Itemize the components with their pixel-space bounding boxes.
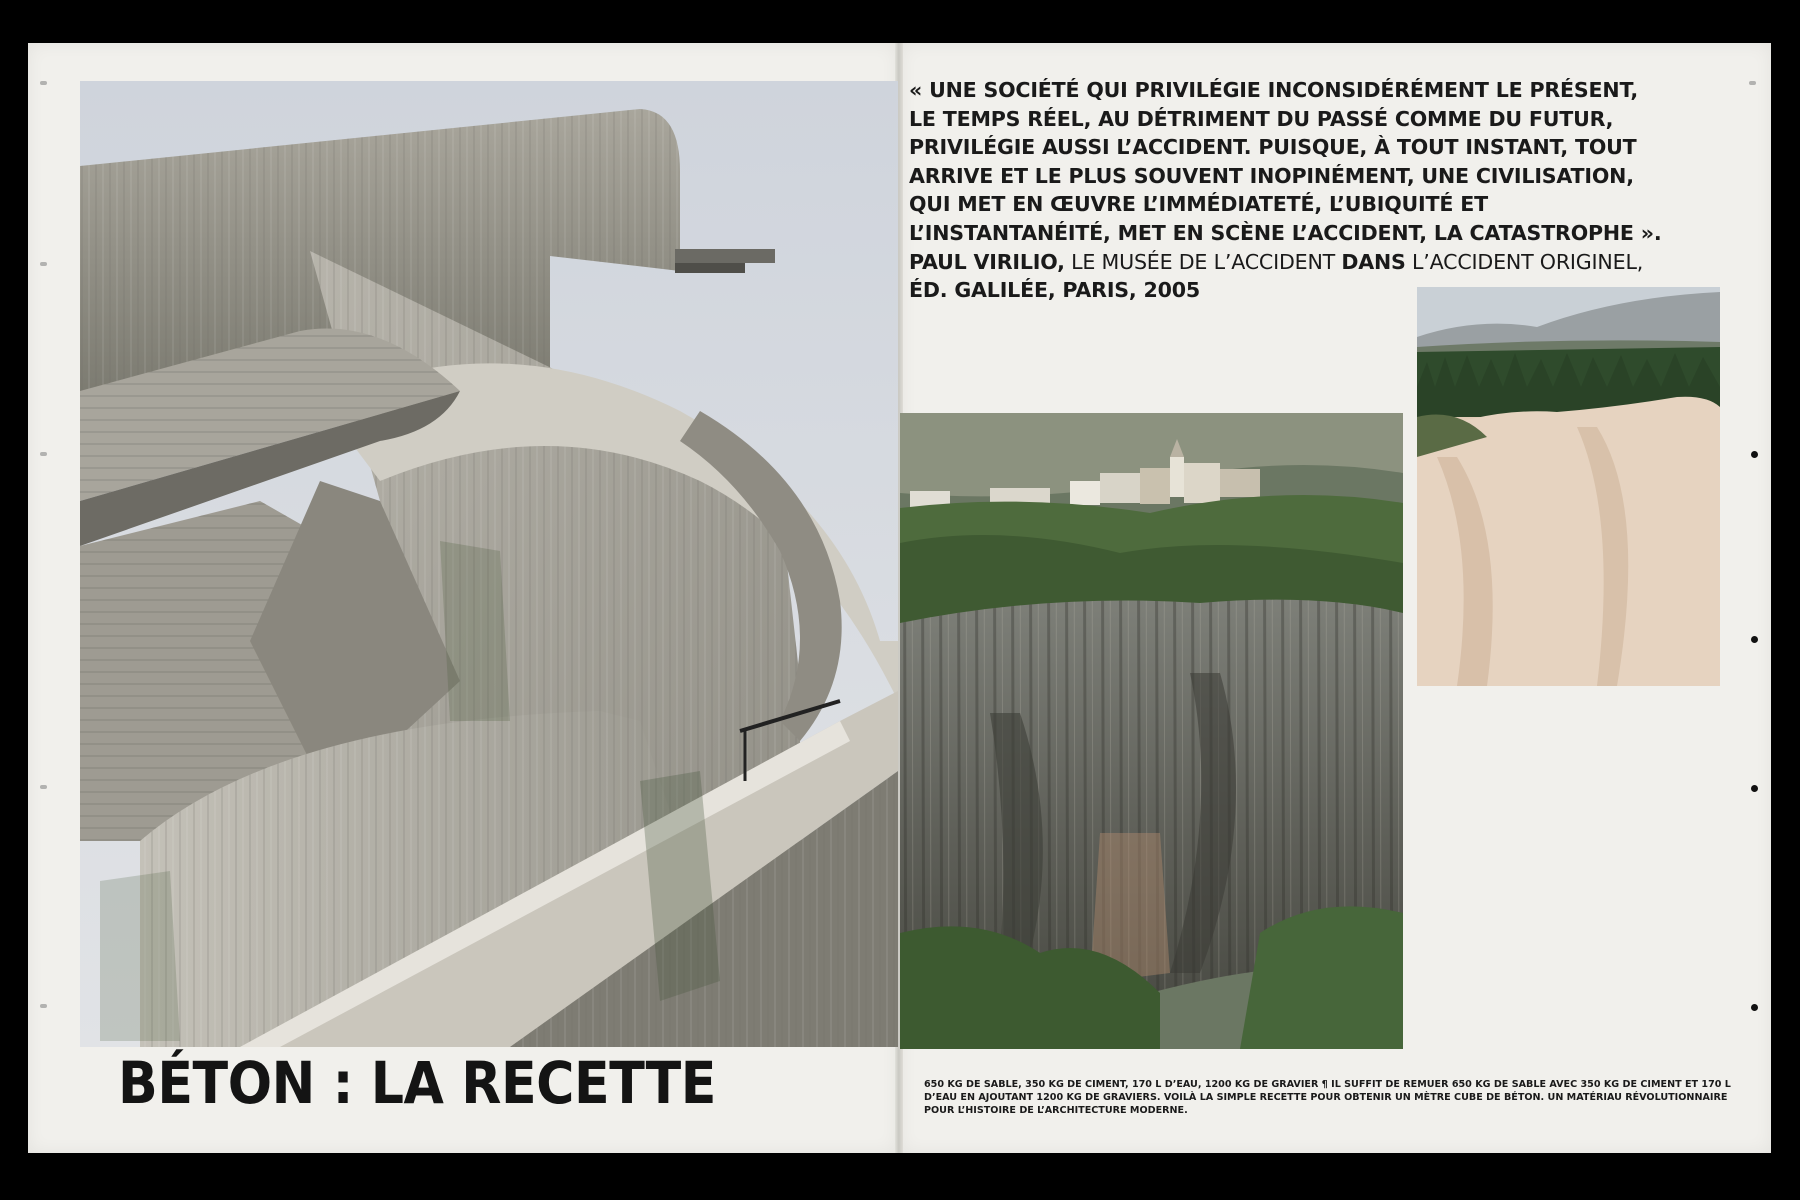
quote-essay-title: LE MUSÉE DE L’ACCIDENT bbox=[1064, 249, 1342, 274]
quote-line: L’INSTANTANÉITÉ, MET EN SCÈNE L’ACCIDENT, LA CATASTROPHE ». bbox=[909, 220, 1662, 245]
quote-author: PAUL VIRILIO, bbox=[909, 249, 1065, 274]
quote-line: LE TEMPS RÉEL, AU DÉTRIMENT DU PASSÉ COMME DU FUTUR, bbox=[909, 106, 1614, 131]
recipe-caption: 650 KG DE SABLE, 350 KG DE CIMENT, 170 L D’EAU, 1200 KG DE GRAVIER ¶ IL SUFFIT DE REMUER 650 KG DE SABLE AVEC 350 KG DE CIMENT ET 170 L D’EAU EN AJOUTANT 1200 KG DE GRAVIERS. VOILÀ LA SIMPLE RECETTE POUR OBTENIR UN MÈTRE CUBE DE BÉTON. UN MATÉRIAU RÉVOLUTIONNAIRE POUR L’HISTOIRE DE L’ARCHITECTURE MODERNE. bbox=[924, 1079, 1731, 1116]
quote-line: PRIVILÉGIE AUSSI L’ACCIDENT. PUISQUE, À TOUT INSTANT, TOUT bbox=[909, 135, 1637, 160]
quarry-landslide-photo bbox=[1417, 287, 1720, 686]
concrete-building-photo bbox=[80, 81, 898, 1047]
quote-line: QUI MET EN ŒUVRE L’IMMÉDIATETÉ, L’UBIQUITÉ ET bbox=[909, 192, 1488, 217]
quote-line: « UNE SOCIÉTÉ QUI PRIVILÉGIE INCONSIDÉRÉMENT LE PRÉSENT, bbox=[909, 78, 1638, 102]
binding-hole bbox=[40, 1004, 47, 1008]
binding-dot bbox=[1751, 451, 1758, 458]
binding-dot bbox=[1751, 636, 1758, 643]
quote-attribution bbox=[909, 248, 1769, 277]
cliff-village-photo bbox=[900, 413, 1403, 1049]
binding-hole bbox=[40, 81, 47, 85]
binding-dot bbox=[1751, 785, 1758, 792]
quote-line: ARRIVE ET LE PLUS SOUVENT INOPINÉMENT, UNE CIVILISATION, bbox=[909, 163, 1634, 188]
virilio-quote bbox=[909, 76, 1769, 305]
quote-book-title: L’ACCIDENT ORIGINEL, bbox=[1405, 249, 1644, 274]
quote-publisher: ÉD. GALILÉE, PARIS, 2005 bbox=[909, 278, 1201, 303]
binding-hole bbox=[40, 452, 47, 456]
quote-dans: DANS bbox=[1341, 249, 1406, 274]
binding-hole bbox=[40, 785, 47, 789]
binding-dot bbox=[1751, 1004, 1758, 1011]
binding-hole bbox=[40, 262, 47, 266]
page-headline: BÉTON : LA RECETTE bbox=[118, 1049, 716, 1117]
